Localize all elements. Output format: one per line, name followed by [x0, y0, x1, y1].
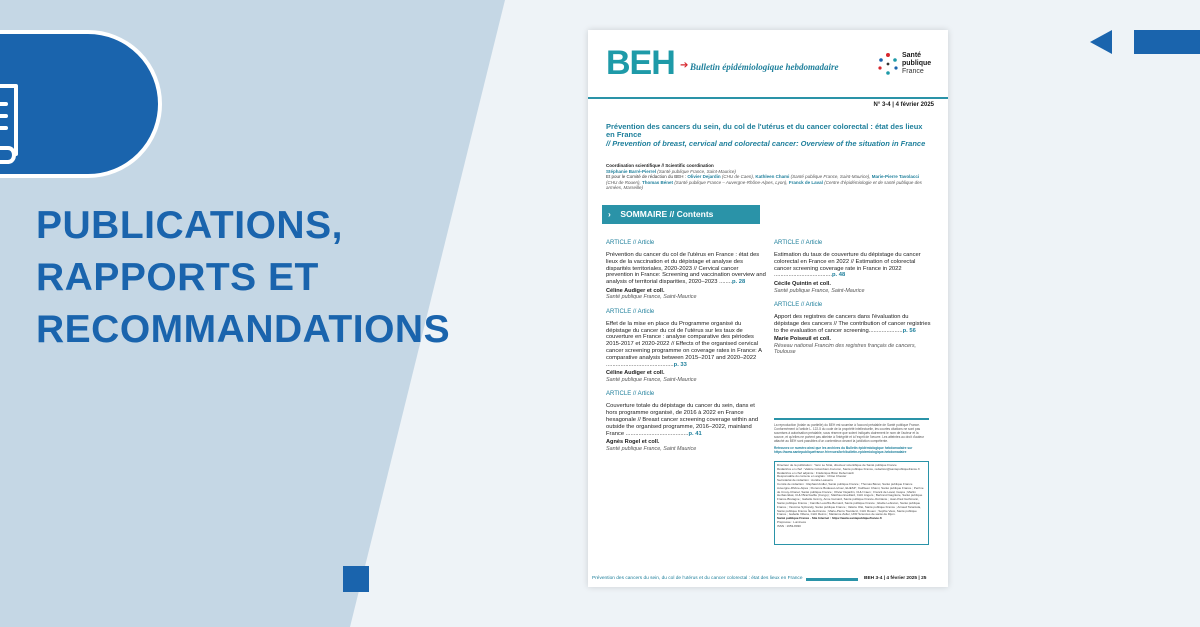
sp-line: Santé [902, 52, 922, 59]
sante-publique-logo-icon [876, 52, 900, 76]
article-entry[interactable] [606, 391, 766, 452]
article-title: Prévention du cancer du col de l'utérus en France : état des lieux de la vaccination et du dépistage et analyse des disparités territoriales, 2020-2023 // Cervical cancer prevention in France: Screening and vaccination overview and analysis of territorial disparities, 2020–2023 ........ [606, 252, 766, 286]
article-summary [774, 314, 934, 334]
contents-column-right [774, 240, 934, 364]
article-author: Céline Audiger et coll. [606, 370, 665, 377]
scientific-coordination [606, 163, 931, 191]
footer-bar [806, 578, 858, 581]
sp-line: publique [902, 60, 932, 67]
article-title: Effet de la mise en place du Programme organisé du dépistage du cancer du col de l'utérus sur les taux de couverture en France : analyse comparative des périodes 2015-2017 et 2020-2022 // Effects of the organised cervical cancer screening programme on coverage rates in France: A comparative analysis between 2015–2017 and 2020–2022 .......................................... [606, 320, 762, 368]
article-tag: ARTICLE // Article [606, 308, 655, 315]
issue-number: N° 3-4 | 4 février 2025 [873, 102, 934, 108]
coord-aff: (CHU de Rouen), [606, 179, 641, 185]
coord-aff: (Santé publique France, Saint-Maurice) [657, 168, 736, 174]
article-entry[interactable] [774, 302, 934, 356]
document-scroll-icon [0, 78, 30, 170]
article-affiliation: Réseau national Francim des registres français de cancers, Toulouse [774, 342, 917, 356]
beh-arrow-icon: ➔ [680, 60, 689, 71]
coord-name: Franck de Laval [788, 179, 823, 185]
coord-intro: Et pour le Comité de rédaction du BEH : [606, 174, 687, 180]
chevron-right-icon: › [608, 209, 611, 219]
title-en: // Prevention of breast, cervical and colorectal cancer: Overview of the situation in France [606, 138, 926, 148]
article-page[interactable]: p. 33 [673, 361, 687, 368]
article-summary [606, 403, 766, 437]
legal-notice [774, 418, 929, 457]
coord-name: Marie-Pierre Tavolacci [871, 174, 920, 180]
coord-name: Kathleen Chami [755, 174, 790, 180]
footer-page: BEH 3-4 | 4 février 2025 | 25 [864, 576, 927, 581]
coord-aff: (Santé publique France, Saint-Maurice), [790, 174, 871, 180]
headline-line: PUBLICATIONS, [36, 204, 343, 247]
coord-aff: (Santé publique France – Auvergne-Rhône-Alpes, Lyon), [674, 179, 788, 185]
publication-badge [0, 30, 162, 178]
coord-line [606, 174, 931, 191]
article-summary [606, 321, 766, 369]
decorative-square [343, 566, 369, 592]
article-author: Agnès Rogel et coll. [606, 439, 660, 446]
article-tag: ARTICLE // Article [774, 240, 823, 246]
article-title: Apport des registres de cancers dans l'évaluation du dépistage des cancers // The contribution of cancer registries to the evaluation of cancer screening..................... [774, 314, 931, 334]
article-entry[interactable] [774, 240, 934, 294]
archive-link[interactable]: Retrouvez ce numéro ainsi que les archives du Bulletin épidémiologique hebdomadaire sur https://www.santepubliquefrance.fr/revues/beh/bulletin-epidemiologique-hebdomadaire [774, 446, 913, 454]
article-affiliation: Santé publique France, Saint-Maurice [606, 294, 697, 301]
article-author: Céline Audiger et coll. [606, 287, 665, 294]
article-tag: ARTICLE // Article [606, 391, 655, 398]
masthead-box [774, 461, 929, 545]
article-tag: ARTICLE // Article [606, 240, 655, 246]
article-page[interactable]: p. 41 [688, 430, 702, 437]
article-title: Estimation du taux de couverture du dépistage du cancer colorectal en France en 2022 // Estimation of colorectal cancer screening coverage rate in France in 2022 .................................... [774, 252, 921, 279]
masthead-line: Responsable du contenu en anglais : Chloé Chester [777, 474, 847, 479]
contents-column-left [606, 240, 766, 460]
article-title: Couverture totale du dépistage du cancer du sein, dans et hors programme organisé, de 2016 à 2022 en France hexagonale // Breast cancer screening coverage within and outside the organised programme, 2016–2022, mainland France ....................................... [606, 403, 759, 437]
doc-footer [588, 576, 948, 584]
article-summary [774, 252, 934, 279]
sommaire-header [602, 205, 760, 224]
article-page[interactable]: p. 56 [902, 327, 916, 334]
coord-heading: Coordination scientifique // Scientific coordination [606, 163, 714, 168]
headline-line: RAPPORTS ET [36, 256, 319, 299]
masthead-line: Rédactrice en chef adjointe : Frédérique Biton Debernardi [777, 470, 854, 475]
publication-cover[interactable] [588, 30, 948, 587]
coord-name: Thomas Bénet [642, 179, 674, 185]
masthead-line: Rédactrice en chef : Valérie Colombani-Cocuron, Santé publique France, redaction@santepubliquefrance.fr [777, 466, 920, 471]
article-affiliation: Santé publique France, Saint-Maurice [606, 376, 697, 383]
footer-title: Prévention des cancers du sein, du col de l'utérus et du cancer colorectal : état des lieux en France [592, 576, 803, 581]
article-author: Marie Poiseuil et coll. [774, 336, 831, 343]
article-page[interactable]: p. 28 [732, 279, 746, 286]
article-affiliation: Santé publique France, Saint Maurice [606, 445, 697, 452]
coord-name: Stéphanie Barré-Pierrel [606, 168, 657, 174]
masthead-line: Santé publique France - Site Internet : https://www.santepubliquefrance.fr [777, 516, 882, 521]
masthead-line: Prépresse : Luminess [777, 519, 807, 524]
article-author: Cécile Quintin et coll. [774, 281, 831, 288]
masthead-line: Directeur de la publication : Yann Le Strat, directeur scientifique de Santé publique France [777, 463, 897, 467]
decorative-bar [1134, 30, 1200, 54]
sp-line: France [902, 68, 924, 75]
article-entry[interactable] [606, 240, 766, 301]
article-tag: ARTICLE // Article [774, 302, 823, 309]
headline-line: RECOMMANDATIONS [36, 308, 451, 351]
coord-aff: (CHU de Caen), [721, 174, 755, 180]
article-page[interactable]: p. 48 [831, 272, 846, 279]
masthead-line: Secrétariat de rédaction : Aurélie Lasserre [777, 478, 834, 483]
beh-subtitle: Bulletin épidémiologique hebdomadaire [690, 62, 839, 72]
sommaire-label: SOMMAIRE // Contents [620, 209, 714, 219]
masthead-line: ISSN : 1953-8030 [777, 523, 801, 528]
article-affiliation: Santé publique France, Saint-Maurice [774, 287, 865, 294]
masthead-line: Comité de rédaction : Raphaël Andler, Santé publique France ; Thomas Bénet, Santé publique France Auvergne-Rhône-Alpes ; Florence Bodeau-Livinec, EHESP ; Kathleen Chami, Santé publique France ; Perrine de Crouy-Chanel, Santé publique France ; Olivier Dejardin, CHU Caen ; Franck de Laval, Cespa ; Martin Herbas Ekat, CHU Brazzaville (Congo) ; Matthieu Eveillard, CHU Angers ; Bertrand Gagnière, Santé publique France-Bretagne ; Isabelle Grémy, Anne Guinard, Santé publique France-Occitanie ; Jean-Paul Guthmann, Santé publique France ; Camille Lecoffre-Bernard, Santé publique France ; Elodie Lebreton, Santé publique France ; Yasmine Sybrandy, Santé publique France ; Valérie Olié, Santé publique France ; Arnaud Tarantola, Santé publique France Île-de-France ; Marie-Pierre Tavolacci, CHU Rouen ; Sophie Vaux, Santé publique France ; Isabelle Villena, CHU Reims ; Marianne Zeller, UFR Sciences de santé de Dijon. [777, 481, 924, 517]
beh-logo: BEH [606, 44, 675, 82]
title-fr: Prévention des cancers du sein, du col de l'utérus et du cancer colorectal : état des lieux en France [606, 122, 923, 140]
header-divider [588, 97, 948, 99]
legal-text: La reproduction (totale ou partielle) du BEH est soumise à l'accord préalable de Santé publique France. Conformément à l'article L. 122-5 du code de la propriété intellectuelle, les courtes citations ne sont pas soumises à autorisation préalable, sous réserve que soient indiqués clairement le nom de l'auteur et la source, et qu'elles ne portent pas atteinte à l'intégrité et à l'esprit de l'œuvre. Les atteintes au droit d'auteur attaché au BEH sont passibles d'un contentieux devant la juridiction compétente. [774, 423, 925, 443]
article-entry[interactable] [606, 309, 766, 383]
article-summary [606, 252, 766, 286]
doc-title [606, 123, 926, 148]
doc-header [606, 44, 936, 84]
arrow-left-icon[interactable] [1090, 30, 1112, 54]
coord-name: Olivier Dejardin [687, 174, 721, 180]
coord-aff: (Centre d'épidémiologie et de santé publique des armées, Marseille) [606, 179, 922, 191]
sante-publique-wordmark [902, 52, 931, 76]
page-headline [36, 200, 451, 356]
